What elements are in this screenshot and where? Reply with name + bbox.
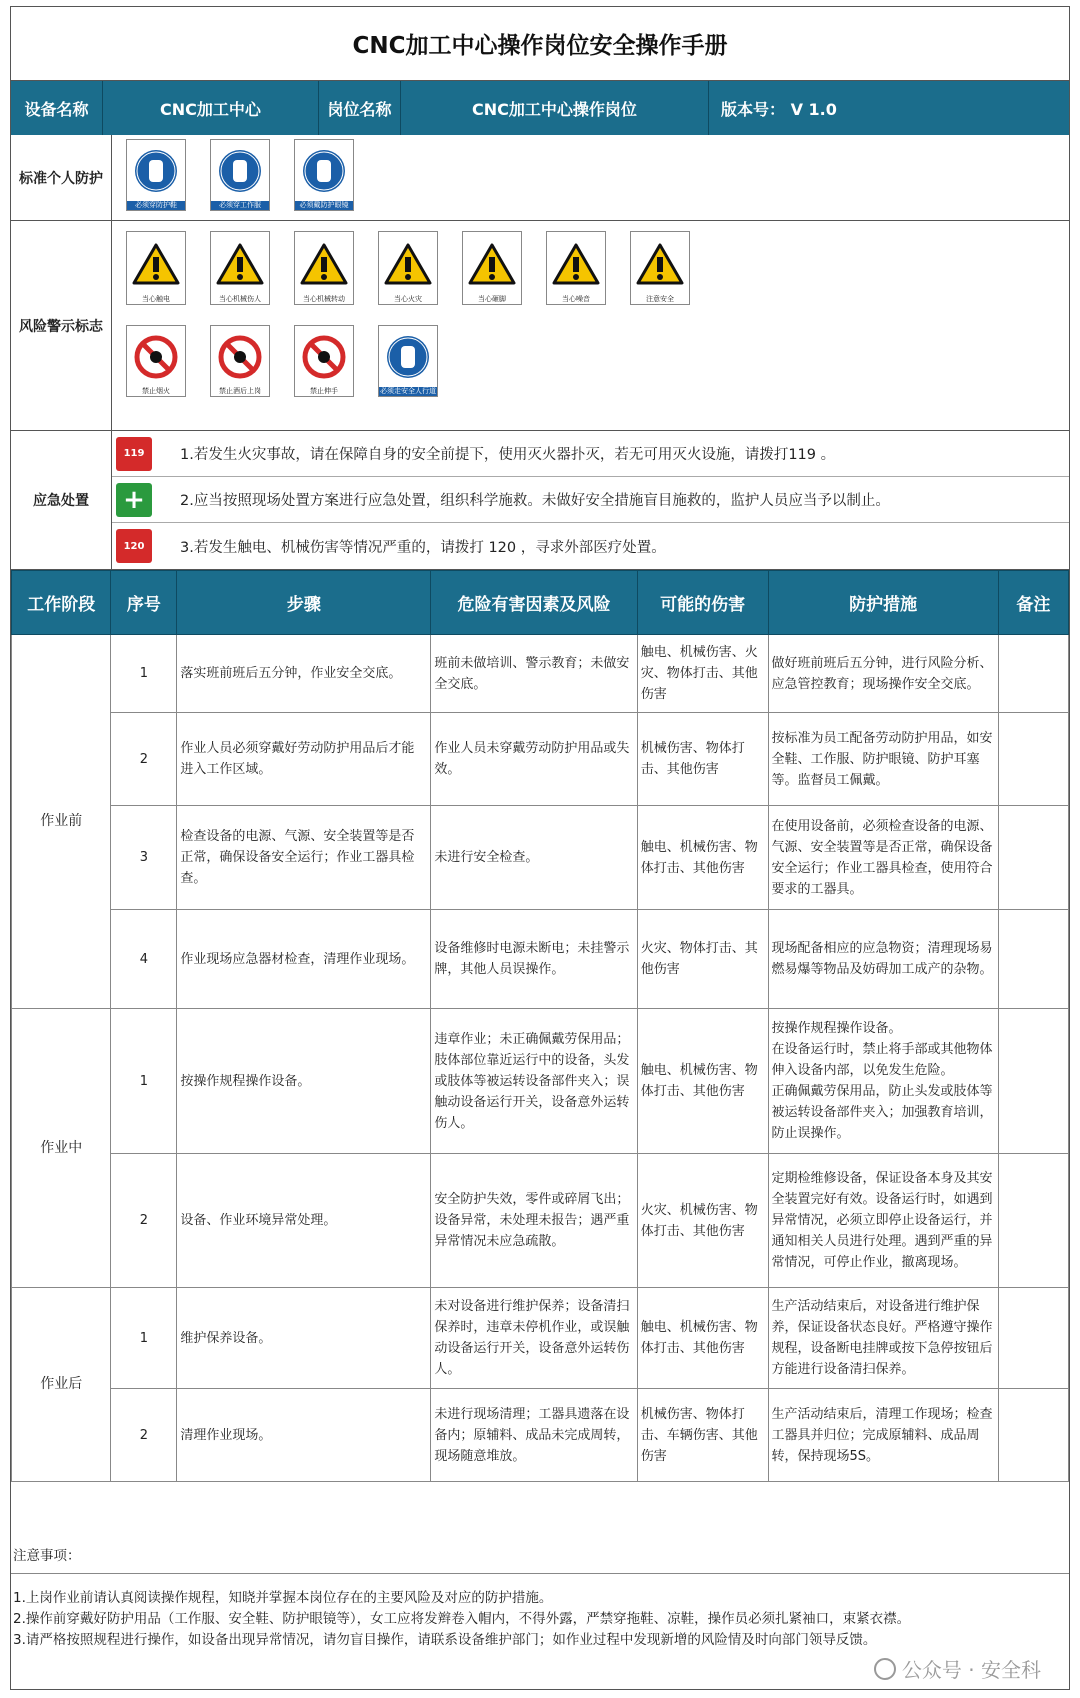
first-aid-icon: + bbox=[116, 483, 152, 517]
table-row bbox=[12, 713, 1069, 806]
note-cell bbox=[998, 1288, 1068, 1389]
step-cell: 设备、作业环境异常处理。 bbox=[177, 1154, 431, 1288]
measure-cell: 生产活动结束后，清理工作现场；检查工器具并归位；完成原辅料、成品周转，保持现场5S。 bbox=[768, 1389, 998, 1482]
hazard-cell: 设备维修时电源未断电；未挂警示牌，其他人员误操作。 bbox=[431, 910, 637, 1009]
post-name-label: 岗位名称 bbox=[319, 81, 401, 135]
row-number-cell: 1 bbox=[111, 1009, 177, 1154]
phone-120-icon: 120 bbox=[116, 529, 152, 563]
safety-sign bbox=[126, 139, 186, 211]
row-number-cell: 2 bbox=[111, 1389, 177, 1482]
note-line: 2.操作前穿戴好防护用品（工作服、安全鞋、防护眼镜等），女工应将发辫卷入帽内，不得外露，严禁穿拖鞋、凉鞋，操作员必须扎紧袖口，束紧衣襟。 bbox=[13, 1611, 911, 1627]
mechanical-injury-icon bbox=[216, 232, 264, 295]
sign-caption: 当心噪音 bbox=[562, 295, 590, 303]
note-cell bbox=[998, 1389, 1068, 1482]
sign-caption: 当心机械伤人 bbox=[219, 295, 261, 303]
phase-cell: 作业后 bbox=[12, 1288, 111, 1482]
measure-cell: 现场配备相应的应急物资；清理现场易燃易爆等物品及妨碍加工成产的杂物。 bbox=[768, 910, 998, 1009]
sign-caption: 注意安全 bbox=[646, 295, 674, 303]
safety-sign bbox=[294, 325, 354, 397]
injury-cell: 触电、机械伤害、物体打击、其他伤害 bbox=[637, 1288, 768, 1389]
note-line: 3.请严格按照规程进行操作，如设备出现异常情况，请勿盲目操作，请联系设备维护部门；如作业过程中发现新增的风险情及时向部门领导反馈。 bbox=[13, 1632, 877, 1648]
measure-cell: 定期检维修设备，保证设备本身及其安全装置完好有效。设备运行时，如遇到异常情况，必须立即停止设备运行，并通知相关人员进行处理。遇到严重的异常情况，可停止作业，撤离现场。 bbox=[768, 1154, 998, 1288]
injury-cell: 触电、机械伤害、物体打击、其他伤害 bbox=[637, 806, 768, 910]
step-cell: 清理作业现场。 bbox=[177, 1389, 431, 1482]
safety-sign bbox=[378, 231, 438, 305]
row-number-cell: 2 bbox=[111, 1154, 177, 1288]
safety-sign bbox=[294, 231, 354, 305]
phase-cell: 作业中 bbox=[12, 1009, 111, 1288]
machine-rotation-icon bbox=[300, 232, 348, 295]
hazard-cell: 未进行安全检查。 bbox=[431, 806, 637, 910]
safety-sign bbox=[126, 231, 186, 305]
col-header-note: 备注 bbox=[998, 571, 1068, 635]
exclamation-icon bbox=[636, 232, 684, 295]
safety-manual-page bbox=[10, 6, 1070, 1690]
walkway-icon bbox=[385, 326, 431, 387]
note-cell bbox=[998, 1009, 1068, 1154]
sign-caption: 当心机械转动 bbox=[303, 295, 345, 303]
table-row bbox=[12, 1009, 1069, 1154]
emergency-section bbox=[11, 431, 1069, 570]
hazard-cell: 作业人员未穿戴劳动防护用品或失效。 bbox=[431, 713, 637, 806]
note-cell bbox=[998, 713, 1068, 806]
device-name-label: 设备名称 bbox=[11, 81, 103, 135]
sign-caption: 禁止烟火 bbox=[142, 387, 170, 395]
injury-cell: 触电、机械伤害、物体打击、其他伤害 bbox=[637, 1009, 768, 1154]
emergency-item bbox=[112, 431, 1069, 477]
hazard-cell: 安全防护失效，零件或碎屑飞出；设备异常，未处理未报告；遇严重异常情况未应急疏散。 bbox=[431, 1154, 637, 1288]
coverall-icon bbox=[217, 140, 263, 201]
col-header-hazard: 危险有害因素及风险 bbox=[431, 571, 637, 635]
emergency-text: 1.若发生火灾事故，请在保障自身的安全前提下，使用灭火器扑灭，若无可用灭火设施，请拨打119 。 bbox=[180, 447, 836, 463]
sign-caption: 禁止伸手 bbox=[310, 387, 338, 395]
injury-cell: 触电、机械伤害、火灾、物体打击、其他伤害 bbox=[637, 635, 768, 713]
table-row bbox=[12, 635, 1069, 713]
step-cell: 检查设备的电源、气源、安全装置等是否正常，确保设备安全运行；作业工器具检查。 bbox=[177, 806, 431, 910]
hazard-cell: 班前未做培训、警示教育；未做安全交底。 bbox=[431, 635, 637, 713]
row-number-cell: 2 bbox=[111, 713, 177, 806]
sign-caption: 必须走安全人行道 bbox=[380, 387, 436, 395]
emergency-item bbox=[112, 523, 1069, 569]
wechat-icon bbox=[874, 1658, 896, 1680]
emergency-text: 3.若发生触电、机械伤害等情况严重的，请拨打 120 ，寻求外部医疗处置。 bbox=[180, 539, 666, 556]
risk-section bbox=[11, 221, 1069, 431]
safety-sign bbox=[546, 231, 606, 305]
foot-crush-icon bbox=[468, 232, 516, 295]
notes-section bbox=[11, 1534, 1069, 1691]
safety-sign bbox=[378, 325, 438, 397]
injury-cell: 机械伤害、物体打击、车辆伤害、其他伤害 bbox=[637, 1389, 768, 1482]
step-cell: 按操作规程操作设备。 bbox=[177, 1009, 431, 1154]
header-info-row bbox=[11, 81, 1069, 135]
hazard-cell: 未对设备进行维护保养；设备清扫保养时，违章未停机作业，或误触动设备运行开关，设备意外运转伤人。 bbox=[431, 1288, 637, 1389]
measure-cell: 按操作规程操作设备。 在设备运行时，禁止将手部或其他物体伸入设备内部，以免发生危险。 正确佩戴劳保用品，防止头发或肢体等被运转设备部件夹入；加强教育培训，防止误操作。 bbox=[768, 1009, 998, 1154]
injury-cell: 机械伤害、物体打击、其他伤害 bbox=[637, 713, 768, 806]
col-header-no: 序号 bbox=[111, 571, 177, 635]
document-title: CNC加工中心操作岗位安全操作手册 bbox=[11, 7, 1069, 81]
emergency-label: 应急处置 bbox=[11, 431, 112, 569]
col-header-injury: 可能的伤害 bbox=[637, 571, 768, 635]
injury-cell: 火灾、机械伤害、物体打击、其他伤害 bbox=[637, 1154, 768, 1288]
hazard-table bbox=[11, 570, 1069, 1482]
col-header-step: 步骤 bbox=[177, 571, 431, 635]
measure-cell: 在使用设备前，必须检查设备的电源、气源、安全装置等是否正常，确保设备安全运行；作业工器具检查，使用符合要求的工器具。 bbox=[768, 806, 998, 910]
sign-caption: 禁止酒后上岗 bbox=[219, 387, 261, 395]
emergency-item bbox=[112, 477, 1069, 523]
step-cell: 作业现场应急器材检查，清理作业现场。 bbox=[177, 910, 431, 1009]
note-cell bbox=[998, 635, 1068, 713]
phone-119-icon: 119 bbox=[116, 437, 152, 471]
step-cell: 维护保养设备。 bbox=[177, 1288, 431, 1389]
row-number-cell: 1 bbox=[111, 1288, 177, 1389]
table-row bbox=[12, 1154, 1069, 1288]
safety-sign bbox=[294, 139, 354, 211]
note-cell bbox=[998, 806, 1068, 910]
safety-sign bbox=[126, 325, 186, 397]
measure-cell: 按标准为员工配备劳动防护用品，如安全鞋、工作服、防护眼镜、防护耳塞等。监督员工佩戴。 bbox=[768, 713, 998, 806]
electric-shock-icon bbox=[132, 232, 180, 295]
device-name-value: CNC加工中心 bbox=[103, 81, 319, 135]
boots-icon bbox=[133, 140, 179, 201]
hazard-cell: 违章作业；未正确佩戴劳保用品；肢体部位靠近运行中的设备，头发或肢体等被运转设备部件夹入；误触动设备运行开关，设备意外运转伤人。 bbox=[431, 1009, 637, 1154]
table-row bbox=[12, 1288, 1069, 1389]
table-row bbox=[12, 910, 1069, 1009]
phase-cell: 作业前 bbox=[12, 635, 111, 1009]
table-row bbox=[12, 806, 1069, 910]
watermark-text: 公众号 · 安全科 bbox=[901, 1658, 1041, 1682]
safety-sign bbox=[462, 231, 522, 305]
col-header-phase: 工作阶段 bbox=[12, 571, 111, 635]
measure-cell: 做好班前班后五分钟，进行风险分析、应急管控教育；现场操作安全交底。 bbox=[768, 635, 998, 713]
no-drunk-icon bbox=[217, 326, 263, 387]
notes-heading: 注意事项： bbox=[11, 1534, 1069, 1574]
safety-sign bbox=[630, 231, 690, 305]
ppe-label: 标准个人防护 bbox=[11, 135, 112, 220]
post-name-value: CNC加工中心操作岗位 bbox=[401, 81, 709, 135]
ppe-section bbox=[11, 135, 1069, 221]
emergency-text: 2.应当按照现场处置方案进行应急处置，组织科学施救。未做好安全措施盲目施救的，监护人员应当予以制止。 bbox=[180, 493, 890, 509]
sign-caption: 当心触电 bbox=[142, 295, 170, 303]
sign-caption: 必须戴防护眼镜 bbox=[295, 201, 353, 210]
row-number-cell: 3 bbox=[111, 806, 177, 910]
version-label: 版本号： V 1.0 bbox=[721, 99, 837, 119]
note-cell bbox=[998, 910, 1068, 1009]
measure-cell: 生产活动结束后，对设备进行维护保养，保证设备状态良好。严格遵守操作规程，设备断电挂牌或按下急停按钮后方能进行设备清扫保养。 bbox=[768, 1288, 998, 1389]
row-number-cell: 1 bbox=[111, 635, 177, 713]
note-line: 1.上岗作业前请认真阅读操作规程，知晓并掌握本岗位存在的主要风险及对应的防护措施。 bbox=[13, 1590, 553, 1606]
note-cell bbox=[998, 1154, 1068, 1288]
sign-caption: 当心火灾 bbox=[394, 295, 422, 303]
no-touch-icon bbox=[301, 326, 347, 387]
sign-caption: 必须穿防护鞋 bbox=[127, 201, 185, 210]
step-cell: 落实班前班后五分钟，作业安全交底。 bbox=[177, 635, 431, 713]
injury-cell: 火灾、物体打击、其他伤害 bbox=[637, 910, 768, 1009]
hazard-cell: 未进行现场清理；工器具遗落在设备内；原辅料、成品未完成周转，现场随意堆放。 bbox=[431, 1389, 637, 1482]
noise-icon bbox=[552, 232, 600, 295]
watermark bbox=[874, 1654, 1041, 1683]
col-header-measure: 防护措施 bbox=[768, 571, 998, 635]
sign-caption: 必须穿工作服 bbox=[211, 201, 269, 210]
fire-icon bbox=[384, 232, 432, 295]
table-row bbox=[12, 1389, 1069, 1482]
row-number-cell: 4 bbox=[111, 910, 177, 1009]
sign-caption: 当心砸脚 bbox=[478, 295, 506, 303]
step-cell: 作业人员必须穿戴好劳动防护用品后才能进入工作区域。 bbox=[177, 713, 431, 806]
safety-sign bbox=[210, 325, 270, 397]
safety-sign bbox=[210, 139, 270, 211]
table-header-row bbox=[12, 571, 1069, 635]
safety-sign bbox=[210, 231, 270, 305]
no-fire-icon bbox=[133, 326, 179, 387]
goggles-icon bbox=[301, 140, 347, 201]
risk-label: 风险警示标志 bbox=[11, 221, 112, 430]
